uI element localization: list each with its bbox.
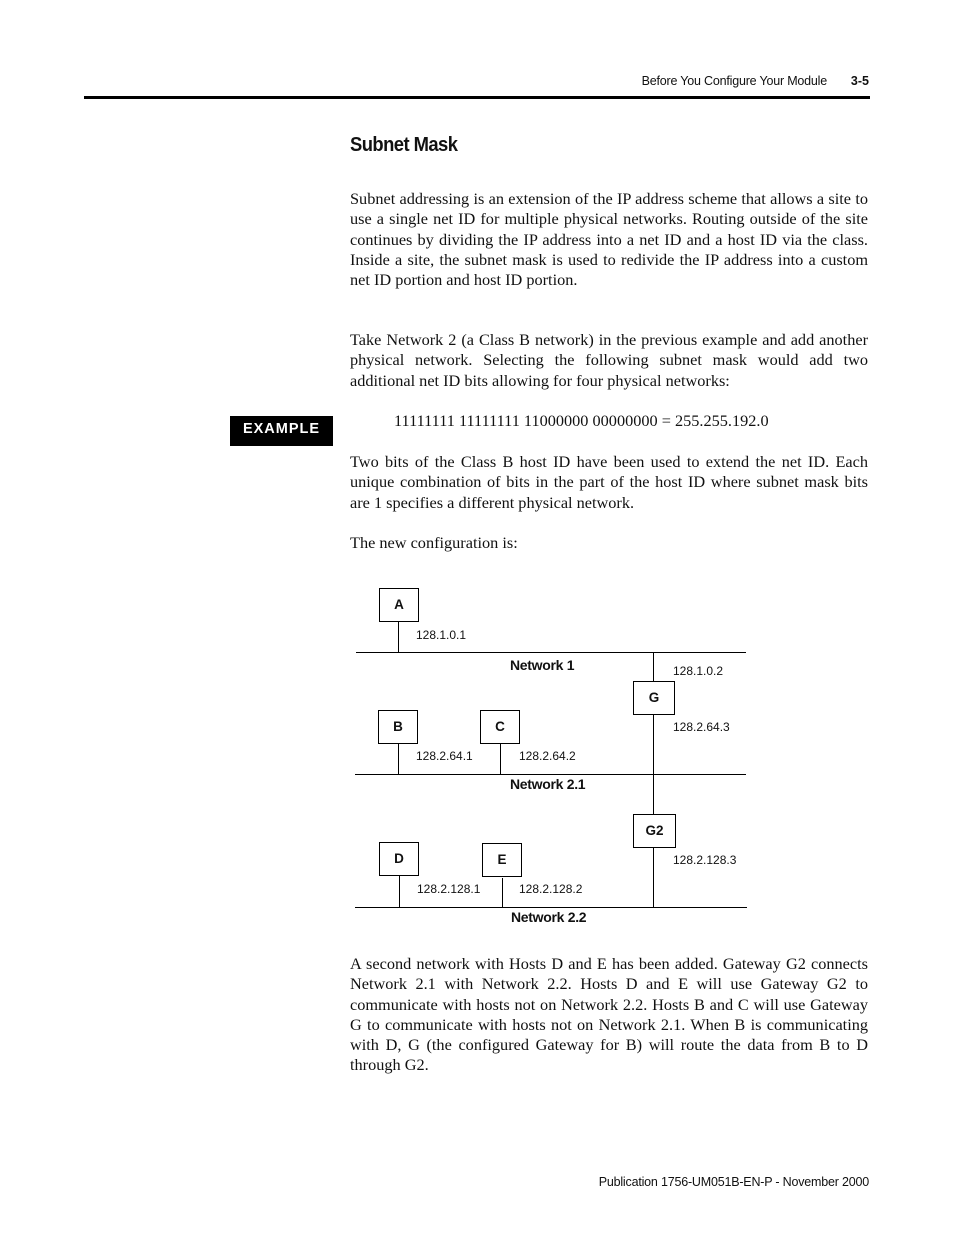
paragraph-network2-example: Take Network 2 (a Class B network) in the previous example and add another physical network. Selecting the following subnet mask would add two additional net ID bits allowing for four physical networks: — [350, 330, 868, 390]
connector-g-top — [653, 652, 654, 682]
network-1-label: Network 1 — [510, 657, 575, 673]
gateway-g2-box: G2 — [633, 814, 676, 848]
subnet-mask-example: 11111111 11111111 11000000 00000000 = 255.255.192.0 — [394, 411, 769, 430]
ip-label-d: 128.2.128.1 — [417, 882, 481, 896]
publication-footer: Publication 1756-UM051B-EN-P - November 2000 — [598, 1175, 869, 1189]
host-e-box: E — [482, 843, 522, 877]
gateway-g-box: G — [633, 681, 675, 715]
network-2-2-label: Network 2.2 — [511, 909, 587, 925]
ip-label-b: 128.2.64.1 — [416, 749, 473, 763]
running-header-title: Before You Configure Your Module — [641, 74, 827, 88]
page-number: 3-5 — [850, 74, 869, 88]
paragraph-subnet-intro: Subnet addressing is an extension of the IP address scheme that allows a site to use a single net ID for multiple physical networks. Routing outside of the site continues by dividing the IP address into a net ID and a host ID via the class. Inside a site, the subnet mask is used to redivide the IP address into a custom net ID portion and host ID portion. — [350, 189, 868, 290]
connector-d — [399, 876, 400, 907]
host-d-box: D — [379, 842, 419, 876]
ip-label-c: 128.2.64.2 — [519, 749, 576, 763]
connector-g-bottom — [653, 715, 654, 774]
connector-g2-bottom — [653, 848, 654, 907]
paragraph-host-id-bits: Two bits of the Class B host ID have been used to extend the net ID. Each unique combination of bits in the part of the host ID where subnet mask bits are 1 specifies a different physical network. — [350, 452, 868, 512]
network-1-bus — [356, 652, 746, 653]
host-b-box: B — [378, 710, 418, 744]
connector-c — [500, 744, 501, 774]
section-title: Subnet Mask — [350, 134, 458, 156]
host-a-box: A — [379, 588, 419, 622]
example-badge: EXAMPLE — [230, 416, 333, 446]
connector-e — [502, 878, 503, 907]
network-2-1-bus — [355, 774, 746, 775]
network-2-2-bus — [355, 907, 747, 908]
header-rule — [84, 96, 870, 99]
ip-label-e: 128.2.128.2 — [519, 882, 583, 896]
connector-a — [398, 622, 399, 652]
ip-label-g-network-2-1: 128.2.64.3 — [673, 720, 730, 734]
paragraph-gateway-explanation: A second network with Hosts D and E has been added. Gateway G2 connects Network 2.1 with Network 2.2. Hosts D and E will use Gateway G2 to communicate with hosts not on Network 2.2. Hosts B and C will use Gateway G to communicate with hosts not on Network 2.1. When B is communicating with D, G (the configured Gateway for B) will route the data from B to D through G2. — [350, 954, 868, 1075]
connector-b — [398, 744, 399, 774]
ip-label-a: 128.1.0.1 — [416, 628, 467, 642]
connector-g2-top — [653, 774, 654, 815]
host-c-box: C — [480, 710, 520, 744]
ip-label-g2: 128.2.128.3 — [673, 853, 737, 867]
ip-label-g-network-1: 128.1.0.2 — [673, 664, 724, 678]
paragraph-new-config: The new configuration is: — [350, 533, 518, 552]
network-2-1-label: Network 2.1 — [510, 776, 586, 792]
